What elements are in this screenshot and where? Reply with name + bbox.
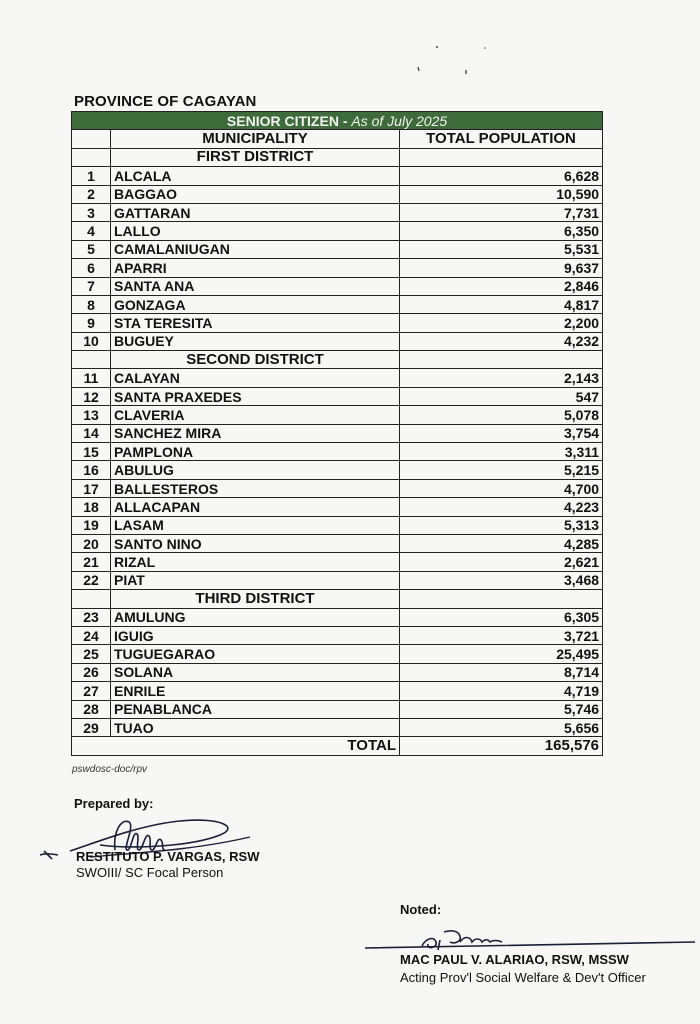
municipality-name: LALLO <box>111 222 400 240</box>
noted-by-name: MAC PAUL V. ALARIAO, RSW, MSSW <box>400 952 629 967</box>
population-value: 5,746 <box>400 700 603 718</box>
table-row <box>72 424 603 442</box>
row-number: 7 <box>72 277 111 295</box>
municipality-name: SOLANA <box>111 663 400 681</box>
document-code: pswdosc-doc/rpv <box>72 764 148 775</box>
municipality-name: SANTA ANA <box>111 277 400 295</box>
table-row <box>72 461 603 479</box>
population-value: 9,637 <box>400 259 603 277</box>
municipality-name: ABULUG <box>111 461 400 479</box>
row-number: 3 <box>72 203 111 221</box>
prepared-by-position: SWOIII/ SC Focal Person <box>76 865 224 880</box>
as-of-date: As of July 2025 <box>351 112 448 129</box>
population-value: 4,817 <box>400 295 603 313</box>
population-value: 5,531 <box>400 240 603 258</box>
table-row <box>72 645 603 663</box>
population-value: 3,311 <box>400 443 603 461</box>
row-number: 29 <box>72 718 111 736</box>
municipality-name: BAGGAO <box>111 185 400 203</box>
table-row <box>72 277 603 295</box>
district-empty-cell <box>72 351 111 369</box>
population-value: 2,621 <box>400 553 603 571</box>
total-row <box>72 737 603 755</box>
table-row <box>72 700 603 718</box>
row-number: 4 <box>72 222 111 240</box>
row-number: 20 <box>72 534 111 552</box>
district-name: THIRD DISTRICT <box>111 590 400 608</box>
table-row <box>72 571 603 589</box>
district-name: FIRST DISTRICT <box>111 148 400 166</box>
municipality-name: LASAM <box>111 516 400 534</box>
row-number: 6 <box>72 259 111 277</box>
table-row <box>72 479 603 497</box>
district-empty-cell <box>72 148 111 166</box>
prepared-by-label: Prepared by: <box>74 796 154 811</box>
row-number: 1 <box>72 167 111 185</box>
municipality-name: ALCALA <box>111 167 400 185</box>
row-number: 15 <box>72 443 111 461</box>
row-number: 9 <box>72 314 111 332</box>
province-title: PROVINCE OF CAGAYAN <box>74 93 257 110</box>
municipality-name: SANCHEZ MIRA <box>111 424 400 442</box>
col-header-no <box>72 130 111 148</box>
municipality-name: CLAVERIA <box>111 406 400 424</box>
district-header-row <box>72 351 603 369</box>
table-row <box>72 314 603 332</box>
table-title: SENIOR CITIZEN - As of July 2025 <box>72 112 603 130</box>
col-header-total-population: TOTAL POPULATION <box>400 130 603 148</box>
municipality-name: ENRILE <box>111 682 400 700</box>
population-value: 2,200 <box>400 314 603 332</box>
table-row <box>72 259 603 277</box>
prepared-by-name: RESTITUTO P. VARGAS, RSW <box>76 849 260 864</box>
table-row <box>72 663 603 681</box>
row-number: 23 <box>72 608 111 626</box>
row-number: 21 <box>72 553 111 571</box>
population-value: 2,143 <box>400 369 603 387</box>
population-value: 5,313 <box>400 516 603 534</box>
population-value: 25,495 <box>400 645 603 663</box>
municipality-name: PIAT <box>111 571 400 589</box>
municipality-name: STA TERESITA <box>111 314 400 332</box>
population-value: 4,232 <box>400 332 603 350</box>
table-row <box>72 167 603 185</box>
municipality-name: ALLACAPAN <box>111 498 400 516</box>
row-number: 11 <box>72 369 111 387</box>
table-row <box>72 185 603 203</box>
table-row <box>72 718 603 736</box>
population-value: 547 <box>400 387 603 405</box>
district-empty-cell <box>400 148 603 166</box>
population-value: 8,714 <box>400 663 603 681</box>
population-value: 6,628 <box>400 167 603 185</box>
population-value: 5,215 <box>400 461 603 479</box>
municipality-name: BALLESTEROS <box>111 479 400 497</box>
row-number: 12 <box>72 387 111 405</box>
table-row <box>72 534 603 552</box>
table-row <box>72 682 603 700</box>
table-row <box>72 240 603 258</box>
municipality-name: GONZAGA <box>111 295 400 313</box>
table-row <box>72 295 603 313</box>
col-header-municipality: MUNICIPALITY <box>111 130 400 148</box>
population-value: 4,223 <box>400 498 603 516</box>
population-value: 7,731 <box>400 203 603 221</box>
municipality-name: PAMPLONA <box>111 443 400 461</box>
row-number: 13 <box>72 406 111 424</box>
municipality-name: TUGUEGARAO <box>111 645 400 663</box>
row-number: 10 <box>72 332 111 350</box>
noted-by-label: Noted: <box>400 902 442 917</box>
municipality-name: CALAYAN <box>111 369 400 387</box>
population-value: 6,350 <box>400 222 603 240</box>
row-number: 17 <box>72 479 111 497</box>
table-row <box>72 203 603 221</box>
district-header-row <box>72 148 603 166</box>
row-number: 24 <box>72 626 111 644</box>
total-label: TOTAL <box>72 737 400 755</box>
municipality-name: BUGUEY <box>111 332 400 350</box>
table-row <box>72 387 603 405</box>
row-number: 8 <box>72 295 111 313</box>
municipality-name: SANTA PRAXEDES <box>111 387 400 405</box>
table-row <box>72 498 603 516</box>
row-number: 27 <box>72 682 111 700</box>
municipality-name: RIZAL <box>111 553 400 571</box>
row-number: 25 <box>72 645 111 663</box>
district-name: SECOND DISTRICT <box>111 351 400 369</box>
municipality-name: IGUIG <box>111 626 400 644</box>
population-value: 3,754 <box>400 424 603 442</box>
noted-by-position: Acting Prov'l Social Welfare & Dev't Officer <box>400 970 646 985</box>
population-value: 4,700 <box>400 479 603 497</box>
total-value: 165,576 <box>400 737 603 755</box>
population-value: 2,846 <box>400 277 603 295</box>
municipality-name: PENABLANCA <box>111 700 400 718</box>
district-empty-cell <box>72 590 111 608</box>
district-empty-cell <box>400 590 603 608</box>
row-number: 22 <box>72 571 111 589</box>
table-row <box>72 626 603 644</box>
table-row <box>72 553 603 571</box>
row-number: 5 <box>72 240 111 258</box>
municipality-name: CAMALANIUGAN <box>111 240 400 258</box>
column-header-row <box>72 130 603 148</box>
table-row <box>72 406 603 424</box>
row-number: 26 <box>72 663 111 681</box>
population-value: 10,590 <box>400 185 603 203</box>
row-number: 16 <box>72 461 111 479</box>
population-value: 3,721 <box>400 626 603 644</box>
district-header-row <box>72 590 603 608</box>
population-value: 3,468 <box>400 571 603 589</box>
municipality-name: GATTARAN <box>111 203 400 221</box>
population-value: 5,656 <box>400 718 603 736</box>
row-number: 14 <box>72 424 111 442</box>
row-number: 28 <box>72 700 111 718</box>
population-value: 5,078 <box>400 406 603 424</box>
table-row <box>72 222 603 240</box>
table-title-row <box>72 112 603 130</box>
table-row <box>72 369 603 387</box>
table-row <box>72 443 603 461</box>
row-number: 19 <box>72 516 111 534</box>
table-row <box>72 608 603 626</box>
population-value: 6,305 <box>400 608 603 626</box>
municipality-name: TUAO <box>111 718 400 736</box>
table-row <box>72 332 603 350</box>
population-value: 4,719 <box>400 682 603 700</box>
senior-citizen-table <box>71 111 603 756</box>
district-empty-cell <box>400 351 603 369</box>
row-number: 18 <box>72 498 111 516</box>
municipality-name: APARRI <box>111 259 400 277</box>
table-row <box>72 516 603 534</box>
municipality-name: SANTO NINO <box>111 534 400 552</box>
row-number: 2 <box>72 185 111 203</box>
population-value: 4,285 <box>400 534 603 552</box>
municipality-name: AMULUNG <box>111 608 400 626</box>
